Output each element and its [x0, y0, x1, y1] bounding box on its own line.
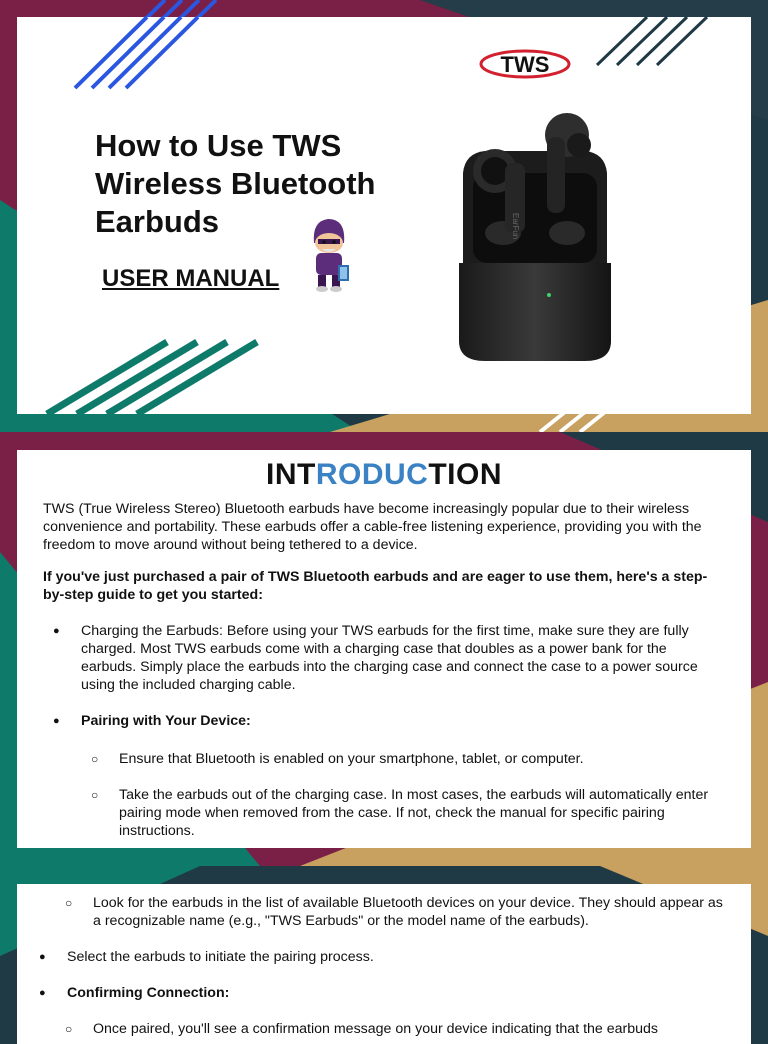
logo-text: TWS — [500, 52, 550, 77]
cover-title: How to Use TWS Wireless Bluetooth Earbuds — [95, 128, 376, 239]
introduction-page — [17, 450, 751, 848]
sub-item-find-earbuds: ○ Look for the earbuds in the list of available Bluetooth devices on your device. They should appear as a recognizable name (e.g., "TWS Earbuds" or the model name of the earbuds). — [5, 894, 725, 930]
cover-page — [17, 17, 751, 414]
sub-item-bluetooth-enabled: ○ Ensure that Bluetooth is enabled on your smartphone, tablet, or computer. — [43, 750, 725, 768]
case-brand-print: EarFun — [511, 213, 520, 240]
introduction-heading: INTRODUCTION — [266, 458, 502, 491]
ninja-mascot-icon — [304, 215, 354, 298]
intro-paragraph: TWS (True Wireless Stereo) Bluetooth earbuds have become increasingly popular due to their wireless convenience and portability. These earbuds offer a cable-free listening experience, providing you with the freedom to move around without being tethered to a device. — [43, 501, 702, 553]
intro-guide-lead: If you've just purchased a pair of TWS Bluetooth earbuds and are eager to use them, here's a step-by-step guide to get you started: — [43, 569, 708, 603]
list-item-pairing: ● Pairing with Your Device: ○ Ensure that Bluetooth is enabled on your smartphone, tablet, or computer. ○ Take the earbuds out of the charging case. In most cases, the earbuds will automatically enter pairing mode when removed from the case. If not, check the manual for specific pairing instructions. — [43, 712, 725, 840]
list-item-select-earbuds: ● Select the earbuds to initiate the pairing process. — [17, 948, 725, 966]
instructions-page-continued — [17, 884, 751, 1044]
tws-logo — [479, 47, 571, 86]
list-item-confirming-connection: ● Confirming Connection: — [17, 984, 725, 1002]
sub-item-take-out-earbuds: ○ Take the earbuds out of the charging case. In most cases, the earbuds will automatically enter pairing mode when removed from the case. If not, check the manual for specific pairing instructions. — [43, 786, 725, 840]
earbuds-product-image — [455, 93, 615, 388]
sub-item-confirmation-message: ○ Once paired, you'll see a confirmation message on your device indicating that the earbuds — [5, 1020, 725, 1038]
list-item-charging: ● Charging the Earbuds: Before using your TWS earbuds for the first time, make sure they are fully charged. Most TWS earbuds come with a charging case that doubles as a power bank for the earbuds. Simply place the earbuds into the charging case and connect the case to a power source using the included charging cable. — [43, 622, 725, 694]
cover-subtitle: USER MANUAL — [102, 265, 280, 292]
